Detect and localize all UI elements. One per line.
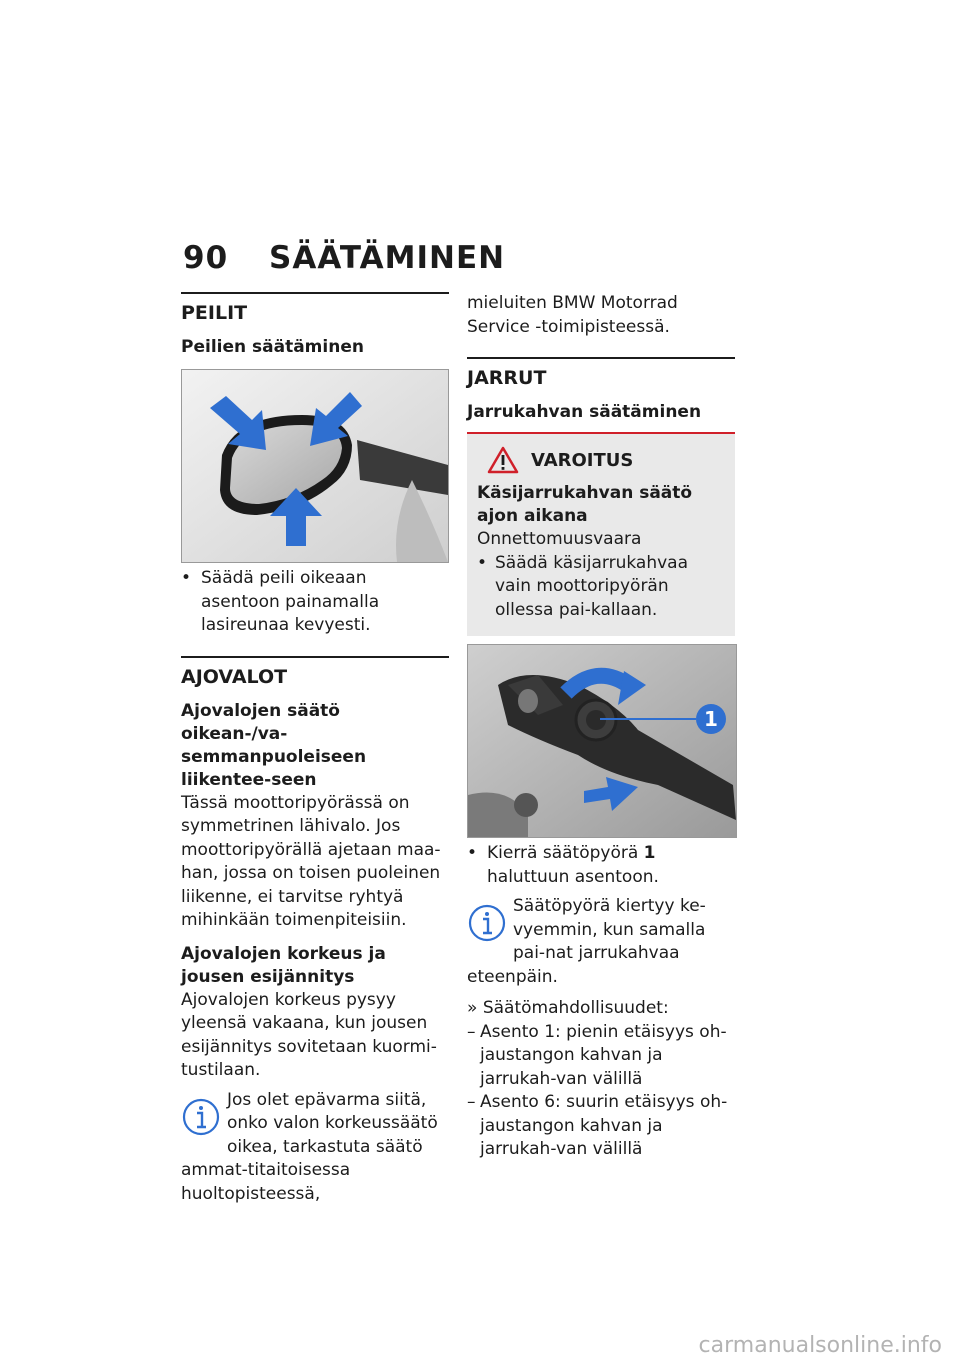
page-number: 90 <box>183 240 229 276</box>
page-header <box>183 240 505 276</box>
section-brakes: JARRUT <box>467 367 547 389</box>
subheading-mirror-adjust: Peilien säätäminen <box>181 337 364 357</box>
warning-box <box>467 434 735 636</box>
subheading-headlight-height: Ajovalojen korkeus ja jousen esijännitys <box>181 943 386 987</box>
section-headlights: AJOVALOT <box>181 665 288 688</box>
watermark: carmanualsonline.info <box>698 1333 942 1358</box>
brake-lever-figure <box>467 644 737 838</box>
option-position-1: – Asento 1: pienin etäisyys oh-jaustangon kahvan ja jarrukah-van välillä <box>467 1021 727 1089</box>
option-position-6: – Asento 6: suurin etäisyys oh-jaustangon kahvan ja jarrukah-van välillä <box>467 1092 728 1159</box>
section-rule <box>181 292 449 294</box>
paragraph-symmetric-beam: Tässä moottoripyörässä on symmetrinen lähivalo. Jos moottoripyörällä ajetaan maa-han, jossa on toisen puoleinen liikenne, ei tarvitse ryhtyä mihinkään toimenpiteisiin. <box>181 792 441 930</box>
info-icon <box>181 1097 221 1137</box>
info-icon <box>467 903 507 943</box>
paragraph-headlight-height: Ajovalojen korkeus pysyy yleensä vakaana, kun jousen esijännitys sovitetaan kuormi-tustilaan. <box>181 989 437 1080</box>
section-rule <box>181 656 449 658</box>
callout-label: 1 <box>704 707 718 731</box>
brake-lever-illustration <box>468 645 736 837</box>
paragraph-continued: mieluiten BMW Motorrad Service -toimipisteessä. <box>467 293 678 337</box>
section-mirrors: PEILIT <box>181 302 248 324</box>
subheading-brake-lever: Jarrukahvan säätäminen <box>467 402 702 422</box>
page-title: SÄÄTÄMINEN <box>269 240 506 276</box>
section-rule <box>467 357 735 359</box>
warning-header <box>487 446 725 474</box>
brake-bullet: • Kierrä säätöpyörä 1 haluttuun asentoon. <box>467 843 659 887</box>
subheading-traffic-side: Ajovalojen säätö oikean-/va-semmanpuoleiseen liikentee-seen <box>181 700 367 790</box>
options-intro: » Säätömahdollisuudet: <box>467 998 669 1018</box>
warning-label: VAROITUS <box>531 449 634 471</box>
right-column <box>467 292 735 1162</box>
warning-bullet: • Säädä käsijarrukahvaa vain moottoripyörän ollessa pai-kallaan. <box>477 552 689 620</box>
warning-title: Käsijarrukahvan säätö ajon aikana <box>477 483 693 526</box>
info-note-brake: Säätöpyörä kiertyy ke-vyemmin, kun samalla pai-nat jarrukahvaa eteenpäin. <box>467 896 706 987</box>
warning-triangle-icon <box>487 446 519 474</box>
info-note-headlight: Jos olet epävarma siitä, onko valon korkeussäätö oikea, tarkastuta säätö ammat-titaitoisessa huoltopisteessä, <box>181 1089 438 1204</box>
mirror-figure <box>181 369 449 563</box>
warning-hazard: Onnettomuusvaara <box>477 529 642 549</box>
mirror-bullet: • Säädä peili oikeaan asentoon painamalla lasireunaa kevyesti. <box>181 568 380 635</box>
left-column <box>181 292 449 1206</box>
mirror-illustration <box>182 370 448 562</box>
